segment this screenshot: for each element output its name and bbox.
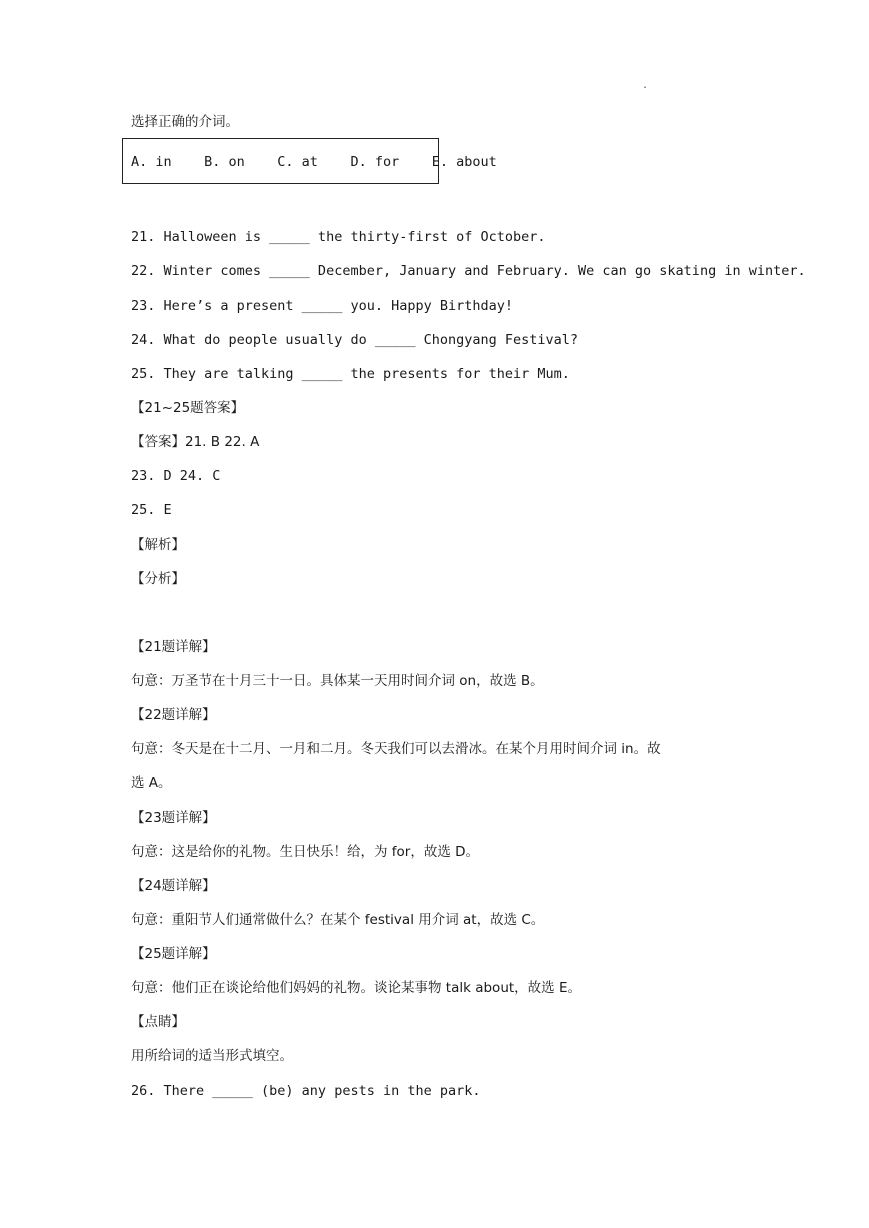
analysis-header: 【解析】: [131, 537, 185, 553]
instruction: 选择正确的介词。: [131, 114, 239, 130]
fenxi-header: 【分析】: [131, 571, 185, 587]
detail-21-header: 【21题详解】: [131, 639, 216, 655]
answer-header: 【21~25题答案】: [131, 400, 245, 416]
question-22: 22. Winter comes _____ December, January and February. We can go skating in winter.: [131, 263, 806, 279]
detail-22-text-2: 选 A。: [131, 775, 172, 791]
detail-21-text: 句意：万圣节在十月三十一日。具体某一天用时间介词 on，故选 B。: [131, 673, 544, 689]
options-list: A. in B. on C. at D. for E. about: [131, 154, 497, 170]
question-26: 26. There _____ (be) any pests in the park.: [131, 1083, 481, 1099]
question-25: 25. They are talking _____ the presents for their Mum.: [131, 366, 570, 382]
detail-24-text: 句意：重阳节人们通常做什么？在某个 festival 用介词 at，故选 C。: [131, 912, 545, 928]
question-21: 21. Halloween is _____ the thirty-first of October.: [131, 229, 546, 245]
detail-25-text: 句意：他们正在谈论给他们妈妈的礼物。谈论某事物 talk about，故选 E。: [131, 980, 581, 996]
detail-22-header: 【22题详解】: [131, 707, 216, 723]
detail-23-header: 【23题详解】: [131, 810, 216, 826]
dianjing-header: 【点睛】: [131, 1014, 185, 1030]
answer-line-3: 25. E: [131, 502, 172, 518]
question-23: 23. Here’s a present _____ you. Happy Birthday!: [131, 298, 514, 314]
options-box: [122, 138, 497, 184]
question-24: 24. What do people usually do _____ Chongyang Festival?: [131, 332, 579, 348]
answer-line-1: 【答案】21. B 22. A: [131, 434, 260, 450]
next-instruction: 用所给词的适当形式填空。: [131, 1048, 293, 1064]
detail-23-text: 句意：这是给你的礼物。生日快乐！给，为 for，故选 D。: [131, 844, 480, 860]
detail-22-text-1: 句意：冬天是在十二月、一月和二月。冬天我们可以去滑冰。在某个月用时间介词 in。故: [131, 741, 661, 757]
detail-24-header: 【24题详解】: [131, 878, 216, 894]
header-mark: .: [642, 80, 649, 91]
answer-line-2: 23. D 24. C: [131, 468, 221, 484]
detail-25-header: 【25题详解】: [131, 946, 216, 962]
